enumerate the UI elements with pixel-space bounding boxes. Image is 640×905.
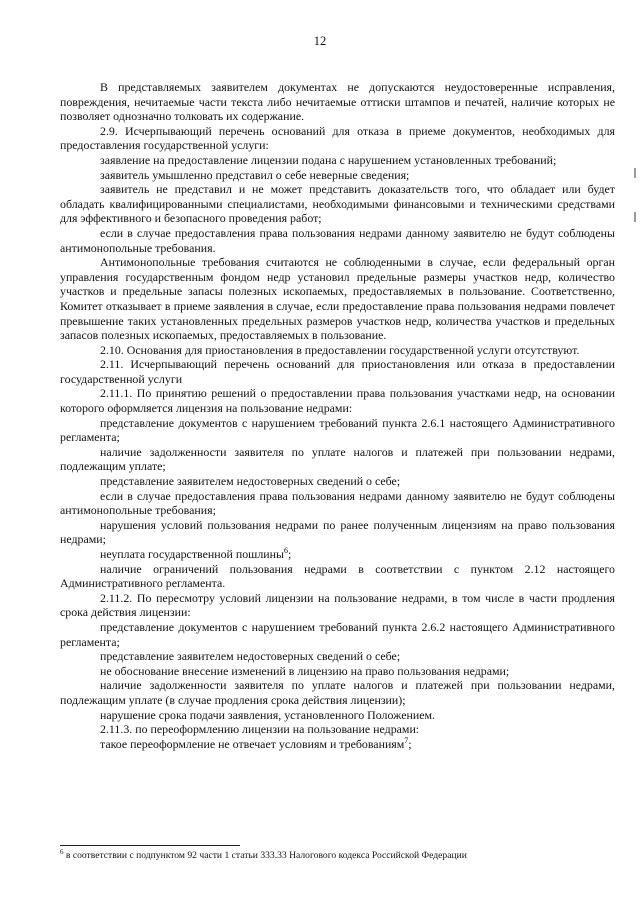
paragraph-with-footnote	[60, 547, 615, 562]
footnote	[60, 847, 615, 862]
paragraph: наличие задолженности заявителя по уплате налогов и платежей при пользовании недрами, подлежащим уплате (в случае продления срока действия лицензии);	[60, 678, 615, 707]
paragraph: представление документов с нарушением требований пункта 2.6.2 настоящего Административного регламента;	[60, 619, 615, 649]
paragraph: если в случае предоставления права пользования недрами данному заявителю не будут соблюдены антимонопольные требования;	[60, 488, 615, 518]
paragraph-suffix: ;	[408, 736, 412, 751]
document-body	[60, 80, 615, 751]
paragraph: если в случае предоставления права пользования недрами данному заявителю не будут соблюдены антимонопольные требования.	[60, 225, 615, 255]
paragraph: представление документов с нарушением требований пункта 2.6.1 настоящего Административного регламента;	[60, 415, 615, 445]
paragraph-text: неуплата государственной пошлины	[100, 547, 284, 561]
scan-edge-mark	[634, 212, 636, 222]
paragraph: 2.9. Исчерпывающий перечень оснований для отказа в приеме документов, необходимых для предоставления государственной услуги:	[60, 123, 615, 153]
paragraph: наличие задолженности заявителя по уплате налогов и платежей при пользовании недрами, подлежащим уплате;	[60, 444, 615, 474]
paragraph: наличие ограничений пользования недрами в соответствии с пунктом 2.12 настоящего Административного регламента.	[60, 561, 615, 591]
footnote-divider	[60, 845, 240, 846]
paragraph-with-footnote	[60, 737, 615, 752]
paragraph: заявитель умышленно представил о себе неверные сведения;	[100, 167, 410, 182]
footnote-text: в соответствии с подпунктом 92 части 1 статьи 333.33 Налогового кодекса Российской Федерации	[65, 850, 467, 861]
page-number: 12	[313, 34, 327, 48]
paragraph: нарушения условий пользования недрами по ранее полученным лицензиям на право пользования недрами;	[60, 517, 615, 547]
paragraph-text: такое переоформление не отвечает условиям и требованиям	[100, 736, 405, 751]
paragraph: 2.11.3. по переоформлению лицензии на пользование недрами:	[100, 722, 420, 737]
paragraph: 2.10. Основания для приостановления в предоставлении государственной услуги отсутствуют.	[100, 342, 580, 357]
paragraph: 2.11.1. По принятию решений о предоставлении права пользования участками недр, на основании которого оформляется лицензия на пользование недрами:	[60, 386, 615, 416]
paragraph: 2.11. Исчерпывающий перечень оснований для приостановления или отказа в предоставлении государственной услуги	[60, 357, 615, 386]
footnote-marker: 6	[60, 847, 64, 856]
paragraph-suffix: ;	[287, 547, 292, 561]
paragraph: заявитель не представил и не может представить доказательств того, что обладает или будет обладать квалифицированными специалистами, необходимыми финансовыми и техническими средствами для эффективного и безопасного проведения работ;	[60, 182, 615, 226]
footnote-reference[interactable]: 7	[404, 735, 409, 745]
paragraph: заявление на предоставление лицензии подана с нарушением установленных требований;	[100, 152, 557, 167]
paragraph: не обоснование внесение изменений в лицензию на право пользования недрами;	[100, 663, 510, 678]
paragraph: представление заявителем недостоверных сведений о себе;	[100, 474, 401, 489]
paragraph: В представляемых заявителем документах не допускаются неудостоверенные исправления, повреждения, нечитаемые части текста либо нечитаемые оттиски штампов и печатей, наличие которых не позволяет однозначно толковать их содержание.	[60, 80, 615, 124]
paragraph: нарушение срока подачи заявления, установленного Положением.	[100, 707, 435, 722]
paragraph: 2.11.2. По пересмотру условий лицензии на пользование недрами, в том числе в части продления срока действия лицензии:	[60, 590, 615, 620]
paragraph: Антимонопольные требования считаются не соблюденными в случае, если федеральный орган управления государственным фондом недр установил предельные размеры участков недр, количество участков и предельные запасы полезных ископаемых, предоставляемых в пользование. Соответственно, Комитет отказывает в приеме заявления в случае, если предоставление права пользования недрами повлечет превышение таких установленных предельных размеров участков недр, количества участков и предельных запасов полезных ископаемых, предоставляемых в пользование.	[60, 255, 615, 343]
footnote-reference[interactable]: 6	[283, 546, 288, 556]
paragraph: представление заявителем недостоверных сведений о себе;	[100, 649, 401, 664]
scan-edge-mark	[634, 168, 636, 178]
